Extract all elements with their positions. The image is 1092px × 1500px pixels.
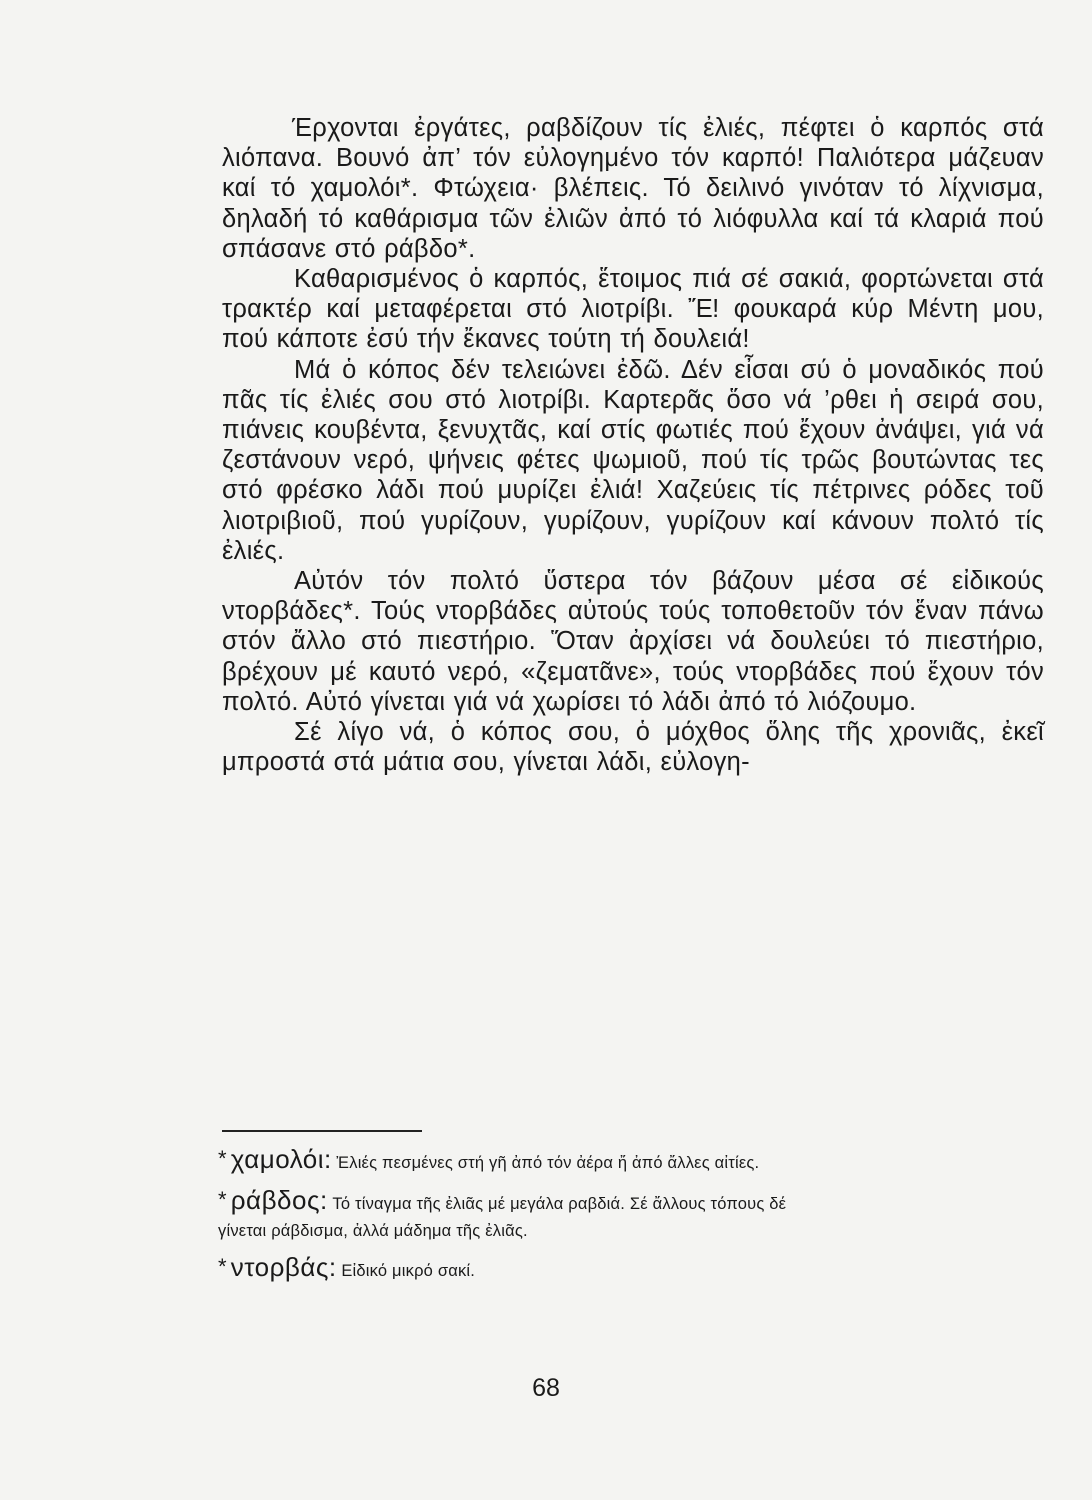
- footnote-term: χαμολόι:: [230, 1144, 332, 1174]
- footnote-ravdos: [218, 1185, 1048, 1246]
- footnote-term: ντορβάς:: [230, 1252, 337, 1282]
- footnote-ntorvas: [218, 1252, 1048, 1287]
- paragraph-5: Σέ λίγο νά, ὁ κόπος σου, ὁ μόχθος ὅλης τῆς χρονιᾶς, ἐκεῖ μπροστά στά μάτια σου, γίνεται λάδι, εὐλογη-: [222, 718, 1044, 777]
- footnote-term: ράβδος:: [230, 1185, 328, 1215]
- footnote-divider: [222, 1130, 422, 1132]
- footnote-definition: Ἐλιές πεσμένες στή γῆ ἀπό τόν ἀέρα ἤ ἀπό ἄλλες αἰτίες.: [336, 1154, 760, 1172]
- footnote-definition: Τό τίναγμα τῆς ἐλιᾶς μέ μεγάλα ραβδιά. Σέ ἄλλους τόπους δέ: [332, 1195, 787, 1213]
- paragraph-3: Μά ὁ κόπος δέν τελειώνει ἐδῶ. Δέν εἶσαι σύ ὁ μοναδικός πού πᾶς τίς ἐλιές σου στό λιοτρίβι. Καρτερᾶς ὅσο νά ’ρθει ἡ σειρά σου, πιάνεις κουβέντα, ξενυχτᾶς, καί στίς φωτιές πού ἔχουν ἀνάψει, γιά νά ζεστάνουν νερό, ψήνεις φέτες ψωμιοῦ, πού τίς τρῶς βουτώντας τες στό φρέσκο λάδι πού μυρίζει ἐλιά! Χαζεύεις τίς πέτρινες ρόδες τοῦ λιοτριβιοῦ, πού γυρίζουν, γυρίζουν, γυρίζουν καί κάνουν πολτό τίς ἐλιές.: [222, 355, 1044, 565]
- paragraph-2: Καθαρισμένος ὁ καρπός, ἕτοιμος πιά σέ σακιά, φορτώνεται στά τρακτέρ καί μεταφέρεται στό λιοτρίβι. Ἔ! φουκαρά κύρ Μέντη μου, πού κάποτε ἐσύ τήν ἔκανες τούτη τή δουλειά!: [222, 265, 1044, 354]
- footnote-definition: Εἰδικό μικρό σακί.: [341, 1262, 476, 1280]
- footnote-marker: *: [218, 1187, 227, 1212]
- main-text: [222, 113, 1044, 777]
- paragraph-4: Αὐτόν τόν πολτό ὕστερα τόν βάζουν μέσα σέ εἰδικούς ντορβάδες*. Τούς ντορβάδες αὐτούς τούς τοποθετοῦν τόν ἕναν πάνω στόν ἄλλο στό πιεστήριο. Ὅταν ἀρχίσει νά δουλεύει τό πιεστήριο, βρέχουν μέ καυτό νερό, «ζεματᾶνε», τούς ντορβάδες πού ἔχουν τόν πολτό. Αὐτό γίνεται γιά νά χωρίσει τό λάδι ἀπό τό λιόζουμο.: [222, 567, 1044, 716]
- footnote-marker: *: [218, 1254, 227, 1279]
- footnote-continuation: γίνεται ράβδισμα, ἀλλά μάδημα τῆς ἐλιᾶς.: [218, 1222, 528, 1240]
- footnote-hamoloi: [218, 1144, 1048, 1179]
- page-number: 68: [532, 1374, 560, 1402]
- footnote-marker: *: [218, 1146, 227, 1171]
- paragraph-1: Έρχονται ἐργάτες, ραβδίζουν τίς ἐλιές, πέφτει ὁ καρπός στά λιόπανα. Βουνό ἀπ’ τόν εὐλογημένο τόν καρπό! Παλιότερα μάζευαν καί τό χαμολόι*. Φτώχεια· βλέπεις. Τό δειλινό γινόταν τό λίχνισμα, δηλαδή τό καθάρισμα τῶν ἐλιῶν ἀπό τό λιόφυλλα καί τά κλαριά πού σπάσανε στό ράβδο*.: [222, 114, 1044, 263]
- footnotes: [218, 1144, 1048, 1293]
